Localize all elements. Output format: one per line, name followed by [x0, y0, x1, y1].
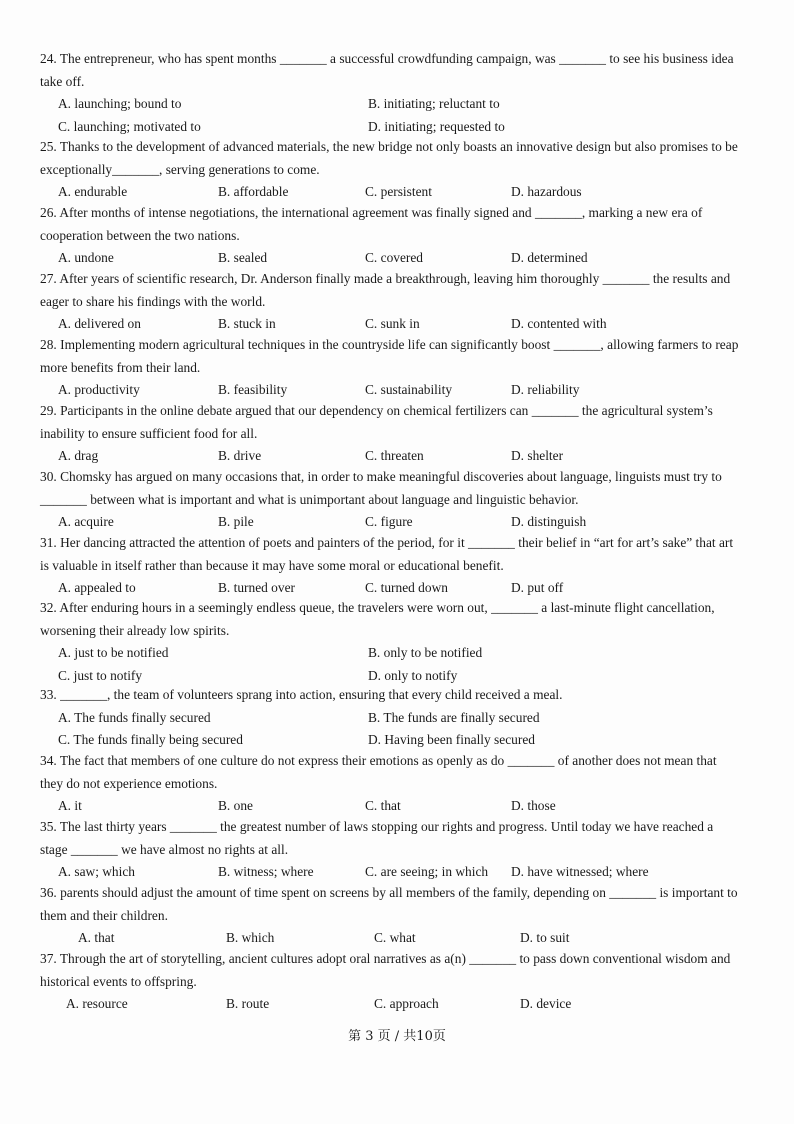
options — [40, 707, 740, 752]
option-b: B. which — [226, 930, 275, 945]
question-stem: Implementing modern agricultural techniques in the countryside life can significantly boost _______, allowing farmers to reap more benefits from their land. — [40, 337, 739, 375]
option-d: D. shelter — [511, 448, 564, 463]
question-number: 35. — [40, 819, 57, 834]
option-b: B. sealed — [218, 250, 268, 265]
options — [40, 993, 740, 1016]
option-c: C. covered — [365, 250, 424, 265]
option-d: D. those — [511, 798, 556, 813]
question-number: 34. — [40, 753, 57, 768]
option-d: D. put off — [511, 580, 564, 595]
options — [40, 313, 740, 336]
option-b: B. feasibility — [218, 382, 288, 397]
page-footer: 第 3 页 / 共10页 — [348, 1029, 446, 1044]
question-number: 32. — [40, 600, 57, 615]
options — [40, 379, 740, 402]
options — [40, 445, 740, 468]
option-a: A. just to be notified — [58, 645, 169, 660]
question-32 — [40, 597, 740, 687]
option-a: A. that — [78, 930, 115, 945]
option-a: A. saw; which — [58, 864, 135, 879]
question-28 — [40, 334, 740, 402]
option-c: C. are seeing; in which — [365, 864, 489, 879]
question-number: 33. — [40, 687, 57, 702]
option-a: A. productivity — [58, 382, 140, 397]
option-a: A. drag — [58, 448, 99, 463]
question-stem: The fact that members of one culture do not express their emotions as openly as do _______ of another does not mean that they do not experience emotions. — [40, 753, 717, 791]
option-c: C. sustainability — [365, 382, 453, 397]
option-d: D. only to notify — [368, 667, 458, 683]
question-stem: Chomsky has argued on many occasions that, in order to make meaningful discoveries about language, linguists must try to _______ between what is important and what is unimportant about language and linguistic behavior. — [40, 469, 722, 507]
question-stem: Thanks to the development of advanced materials, the new bridge not only boasts an innovative design but also promises to be exceptionally_______, serving generations to come. — [40, 139, 738, 177]
question-number: 24. — [40, 51, 57, 66]
option-b: B. initiating; reluctant to — [368, 96, 500, 111]
option-a: A. it — [58, 798, 82, 813]
option-b: B. affordable — [218, 184, 289, 199]
question-stem: After years of scientific research, Dr. Anderson finally made a breakthrough, leaving him thoroughly _______ the results and eager to share his findings with the world. — [40, 271, 731, 309]
question-29 — [40, 400, 740, 468]
option-c: C. just to notify — [58, 667, 143, 683]
options — [40, 861, 740, 884]
options — [40, 181, 740, 204]
option-a: A. delivered on — [58, 316, 141, 331]
option-b: B. pile — [218, 514, 254, 529]
option-b: B. stuck in — [218, 316, 276, 331]
option-c: C. what — [374, 930, 416, 945]
option-d: D. to suit — [520, 930, 570, 945]
question-number: 26. — [40, 205, 57, 220]
question-number: 36. — [40, 885, 57, 900]
option-a: A. The funds finally secured — [58, 709, 211, 725]
question-number: 30. — [40, 469, 57, 484]
option-b: B. route — [226, 996, 270, 1011]
question-stem: Her dancing attracted the attention of poets and painters of the period, for it _______ their belief in “art for art’s sake” that art is valuable in itself rather than because it may have some moral or educational benefit. — [40, 535, 734, 573]
question-stem: Participants in the online debate argued that our dependency on chemical fertilizers can _______ the agricultural system’s inability to ensure sufficient food for all. — [40, 403, 713, 441]
options — [40, 511, 740, 534]
option-c: C. turned down — [365, 580, 448, 595]
question-stem: After enduring hours in a seemingly endless queue, the travelers were worn out, _______ a last-minute flight cancellation, worsening their already low spirits. — [40, 600, 715, 638]
question-25 — [40, 136, 740, 204]
option-a: A. resource — [66, 996, 128, 1011]
option-b: B. The funds are finally secured — [368, 709, 540, 725]
option-d: D. device — [520, 996, 572, 1011]
question-number: 31. — [40, 535, 57, 550]
question-number: 37. — [40, 951, 57, 966]
option-a: A. appealed to — [58, 580, 136, 595]
option-d: D. Having been finally secured — [368, 732, 535, 747]
option-d: D. hazardous — [511, 184, 582, 199]
question-26 — [40, 202, 740, 270]
question-35 — [40, 816, 740, 884]
option-a: A. acquire — [58, 514, 114, 529]
question-stem: After months of intense negotiations, the international agreement was finally signed and _______, marking a new era of cooperation between the two nations. — [40, 205, 703, 243]
option-b: B. only to be notified — [368, 645, 483, 660]
option-b: B. drive — [218, 448, 262, 463]
question-36 — [40, 882, 740, 950]
options — [40, 927, 740, 950]
question-number: 28. — [40, 337, 57, 352]
option-d: D. initiating; requested to — [368, 118, 505, 134]
option-a: A. undone — [58, 250, 114, 265]
options — [40, 247, 740, 270]
question-stem: The entrepreneur, who has spent months _______ a successful crowdfunding campaign, was _______ to see his business idea take off. — [40, 51, 734, 89]
option-c: C. that — [365, 798, 401, 813]
option-c: C. launching; motivated to — [58, 118, 201, 134]
question-33 — [40, 684, 740, 752]
option-d: D. determined — [511, 250, 588, 265]
option-a: A. endurable — [58, 184, 128, 199]
question-stem: parents should adjust the amount of time spent on screens by all members of the family, depending on _______ is important to them and their children. — [40, 885, 738, 923]
option-c: C. approach — [374, 996, 439, 1011]
question-24 — [40, 48, 740, 138]
option-d: D. distinguish — [511, 514, 587, 529]
option-b: B. one — [218, 798, 253, 813]
question-number: 25. — [40, 139, 57, 154]
option-d: D. have witnessed; where — [511, 864, 649, 879]
option-d: D. reliability — [511, 382, 580, 397]
question-34 — [40, 750, 740, 818]
option-c: C. persistent — [365, 184, 432, 199]
option-b: B. witness; where — [218, 864, 314, 879]
option-a: A. launching; bound to — [58, 96, 182, 111]
question-37 — [40, 948, 740, 1016]
option-b: B. turned over — [218, 580, 295, 595]
question-stem: Through the art of storytelling, ancient cultures adopt oral narratives as a(n) _______ to pass down conventional wisdom and historical events to offspring. — [40, 951, 731, 989]
option-c: C. figure — [365, 514, 413, 529]
question-stem: The last thirty years _______ the greatest number of laws stopping our rights and progress. Until today we have reached a stage _______ we have almost no rights at all. — [40, 819, 714, 857]
question-27 — [40, 268, 740, 336]
option-d: D. contented with — [511, 316, 607, 331]
question-stem: _______, the team of volunteers sprang into action, ensuring that every child received a meal. — [60, 687, 563, 702]
question-number: 27. — [40, 271, 57, 286]
option-c: C. threaten — [365, 448, 424, 463]
question-31 — [40, 532, 740, 600]
question-number: 29. — [40, 403, 57, 418]
question-30 — [40, 466, 740, 534]
options — [40, 93, 740, 138]
options — [40, 642, 740, 687]
options — [40, 795, 740, 818]
option-c: C. The funds finally being secured — [58, 732, 243, 747]
option-c: C. sunk in — [365, 316, 420, 331]
